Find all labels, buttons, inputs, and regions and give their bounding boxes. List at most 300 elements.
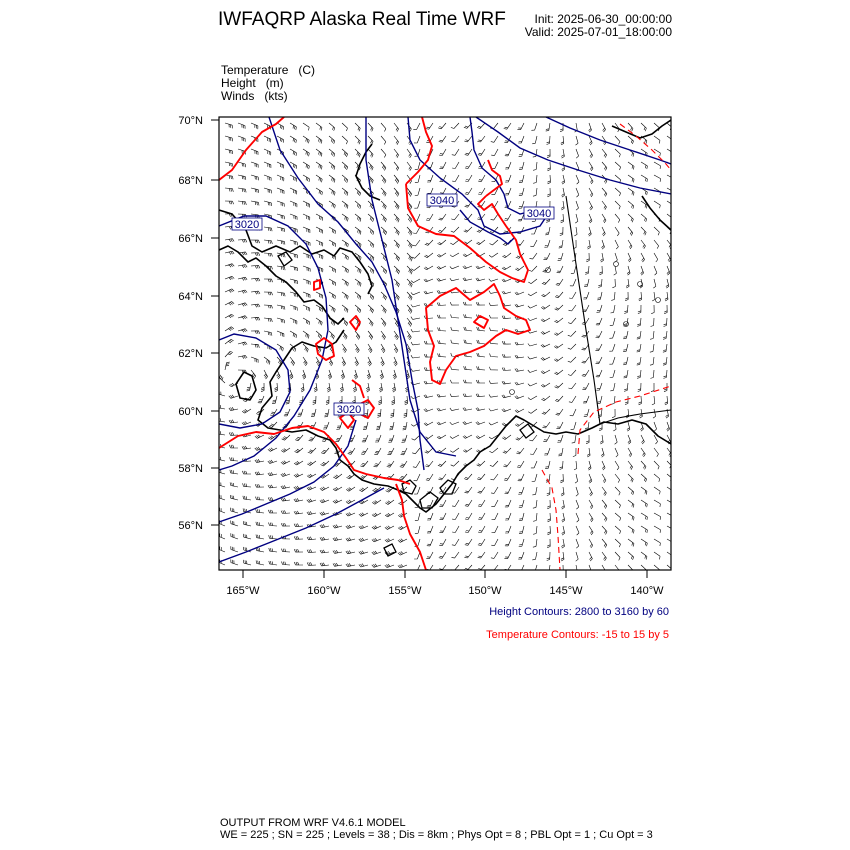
wind-barb — [541, 370, 550, 374]
wind-barb — [519, 201, 525, 208]
wind-barb — [264, 253, 272, 257]
wind-barb — [424, 422, 433, 426]
wind-barb — [290, 175, 297, 182]
wind-barb — [264, 227, 272, 231]
wind-barb — [505, 539, 511, 546]
wind-barb — [394, 123, 399, 132]
wind-barb — [505, 162, 511, 169]
wind-barb — [303, 253, 310, 259]
wind-barb — [463, 435, 472, 438]
wind-barb — [368, 214, 374, 222]
wind-barb — [394, 240, 399, 248]
wind-barb — [491, 136, 498, 142]
wind-barb — [547, 136, 551, 145]
wind-barb — [530, 253, 538, 259]
wind-barb — [405, 396, 408, 405]
wind-barb — [329, 305, 335, 312]
wind-barb — [576, 149, 579, 158]
wind-barb — [478, 552, 485, 558]
wind-barb — [465, 500, 472, 506]
wind-barb — [665, 396, 668, 405]
wind-barb — [407, 253, 412, 261]
wind-barb — [545, 461, 550, 469]
wind-barb — [438, 123, 446, 129]
height-contour-legend: Height Contours: 2800 to 3160 by 60 — [489, 606, 669, 618]
wind-barb — [667, 136, 673, 144]
wind-barb — [476, 394, 485, 397]
wind-barb — [568, 344, 576, 349]
wind-barb — [438, 461, 446, 467]
wind-barb — [596, 331, 603, 338]
wind-barb — [372, 564, 381, 568]
wind-barb — [413, 461, 420, 467]
wind-barb — [555, 383, 563, 388]
wind-barb — [342, 149, 348, 157]
wind-barb — [519, 513, 524, 521]
wind-barb — [562, 188, 565, 197]
wind-barb — [651, 383, 654, 392]
wind-barb — [329, 227, 336, 234]
wind-barb — [367, 370, 371, 379]
wind-barb — [532, 487, 537, 495]
wind-barb — [492, 162, 499, 169]
wind-barb — [251, 357, 258, 363]
wind-barb — [627, 422, 630, 431]
wind-barb — [277, 162, 284, 168]
wind-barb — [282, 549, 291, 552]
wind-barb — [530, 240, 537, 247]
wind-barb — [464, 474, 472, 480]
wind-barb — [424, 395, 433, 398]
wind-barb — [268, 510, 277, 513]
model-info-line-1: OUTPUT FROM WRF V4.6.1 MODEL — [220, 817, 406, 829]
wind-barb — [438, 227, 446, 233]
wind-barb — [268, 485, 277, 488]
wind-barb — [555, 292, 563, 298]
wind-barb — [387, 461, 394, 467]
wind-barb — [251, 123, 258, 129]
wind-barb — [355, 214, 361, 222]
wind-barb — [411, 329, 420, 332]
wind-barb — [264, 305, 273, 308]
wind-barb — [637, 357, 641, 365]
wind-barb — [426, 552, 433, 559]
wind-barb — [529, 435, 537, 441]
wind-barb — [411, 355, 420, 358]
wind-barb — [532, 565, 537, 572]
wind-barb — [615, 188, 621, 196]
wind-barb — [372, 500, 381, 504]
wind-barb — [425, 461, 433, 467]
wind-barb — [314, 383, 317, 392]
wind-barb — [438, 340, 446, 344]
wind-barb — [602, 513, 607, 522]
wind-barb — [489, 422, 498, 425]
wind-barb — [516, 448, 524, 454]
wind-barb — [255, 484, 264, 487]
wind-barb — [665, 292, 668, 301]
wind-barb — [269, 535, 277, 539]
wind-barb — [251, 278, 260, 281]
wind-barb — [541, 318, 550, 322]
wind-barb — [452, 526, 459, 533]
wind-barb — [251, 331, 260, 334]
wind-barb — [515, 304, 524, 307]
wind-barb — [528, 292, 537, 296]
wind-barb — [528, 409, 537, 413]
wind-barb — [589, 487, 593, 496]
wind-barb — [277, 201, 284, 207]
wind-barb — [335, 435, 342, 442]
wind-barb — [303, 123, 309, 130]
wind-barb — [438, 353, 446, 357]
wind-barb — [294, 498, 303, 501]
wind-barb — [231, 521, 238, 527]
wind-barb — [251, 291, 260, 294]
wind-barb — [385, 500, 394, 505]
wind-barb — [398, 526, 407, 530]
wind-barb — [615, 214, 620, 223]
wind-barb — [346, 525, 355, 529]
wind-barb — [281, 461, 290, 465]
wind-barb — [303, 357, 307, 366]
wind-barb — [392, 383, 395, 392]
wind-barb — [320, 499, 329, 503]
wind-barb — [491, 474, 499, 480]
wind-barb — [361, 448, 368, 454]
wind-barb — [404, 409, 407, 418]
wind-barb — [264, 279, 273, 282]
wind-barb — [582, 383, 589, 390]
wind-barb — [628, 539, 634, 547]
wind-barb — [452, 149, 459, 155]
wind-barb — [628, 201, 634, 209]
wind-barb — [465, 487, 473, 493]
wind-barb — [238, 188, 246, 192]
wind-barb — [515, 342, 524, 345]
wind-barb — [641, 448, 645, 457]
wind-barb — [554, 331, 563, 335]
wind-barb — [491, 552, 498, 558]
wind-barb — [269, 548, 277, 552]
wind-barb — [505, 513, 511, 520]
wind-barb — [505, 487, 512, 494]
calm-wind-marker — [638, 282, 643, 287]
wind-barb — [602, 461, 605, 470]
wind-barb — [502, 266, 511, 270]
wind-barb — [320, 550, 329, 553]
wind-barb — [491, 500, 498, 507]
wind-barb — [490, 328, 499, 332]
wind-barb — [625, 292, 628, 301]
wind-barb — [489, 253, 498, 257]
wind-barb — [372, 538, 381, 542]
wind-barb — [654, 526, 661, 533]
wind-barb — [229, 407, 238, 410]
wind-barb — [427, 526, 433, 533]
wind-barb — [341, 370, 345, 379]
wind-barb — [518, 487, 524, 494]
wind-barb — [528, 305, 537, 308]
wind-barb — [602, 201, 607, 210]
wind-barb — [307, 511, 316, 514]
wind-barb — [503, 461, 511, 467]
wind-barb — [301, 383, 304, 392]
wind-barb — [628, 253, 631, 262]
wind-barb — [355, 188, 361, 196]
wind-barb — [392, 396, 395, 405]
wind-barb — [615, 513, 621, 521]
wind-barb — [313, 396, 316, 405]
wind-barb — [561, 214, 564, 223]
wind-barb — [333, 500, 342, 504]
wind-barb — [413, 227, 420, 234]
wind-barb — [463, 278, 472, 281]
wind-barb — [561, 552, 564, 561]
wind-barb — [568, 383, 576, 389]
wind-barb — [654, 435, 658, 444]
wind-barb — [518, 474, 524, 481]
wind-barb — [303, 136, 309, 143]
wind-barb — [464, 327, 472, 331]
wind-barb — [251, 162, 258, 168]
wind-barb — [316, 136, 322, 144]
wind-barb — [400, 461, 407, 467]
wind-barb — [638, 383, 641, 392]
wind-barb — [342, 305, 348, 313]
wind-barb — [602, 123, 606, 132]
wind-barb — [573, 448, 576, 457]
wind-barb — [414, 565, 421, 572]
wind-barb — [602, 526, 607, 535]
wind-barbs — [217, 123, 674, 574]
wind-barb — [628, 188, 634, 196]
wind-barb — [615, 149, 620, 157]
wind-barb — [251, 344, 259, 348]
wind-barb — [575, 214, 578, 223]
wind-barb — [589, 149, 593, 158]
wind-barb — [589, 539, 593, 548]
wind-barb — [415, 526, 420, 534]
wind-barb — [602, 500, 607, 509]
wind-barb — [277, 305, 285, 310]
wind-barb — [238, 265, 247, 268]
wind-barb — [377, 409, 381, 417]
wind-barb — [303, 175, 310, 182]
wind-barb — [641, 526, 647, 533]
wind-barb — [588, 227, 591, 236]
wind-barb — [229, 420, 238, 423]
wind-barb — [463, 422, 472, 425]
wind-barb — [515, 382, 524, 385]
wind-barb — [290, 214, 297, 220]
wind-barb — [346, 538, 355, 542]
wind-barb — [359, 525, 368, 529]
wind-barb — [628, 175, 634, 182]
wind-barb — [624, 370, 629, 378]
wind-barb — [517, 123, 524, 130]
wind-barb — [329, 162, 335, 170]
wind-barb — [505, 149, 511, 156]
wind-barb — [654, 227, 659, 235]
wind-barb — [381, 357, 385, 366]
wind-barb — [505, 500, 511, 507]
wind-barb — [268, 472, 277, 475]
wind-barb — [333, 525, 342, 529]
wind-barb — [346, 487, 355, 491]
wind-barb — [359, 564, 368, 568]
wind-barb — [516, 435, 524, 440]
wind-barb — [561, 136, 564, 145]
wind-barb — [641, 123, 646, 131]
wind-barb — [346, 563, 355, 566]
wind-barb — [544, 448, 550, 455]
wind-barb — [547, 552, 550, 561]
wind-barb — [542, 422, 550, 428]
wind-barb — [269, 523, 278, 527]
wind-barb — [264, 331, 272, 336]
wind-barb — [615, 474, 620, 483]
wind-barb — [543, 253, 550, 260]
wind-barb — [277, 318, 285, 323]
wind-barb — [372, 551, 381, 555]
wind-barb — [354, 370, 358, 379]
wind-barb — [615, 227, 619, 236]
wind-barb — [596, 357, 603, 364]
wind-barb — [654, 422, 657, 431]
wind-barb — [424, 291, 433, 294]
wind-barb — [316, 357, 320, 366]
wind-barb — [568, 370, 576, 376]
wind-barb — [407, 331, 411, 340]
wind-barb — [425, 240, 433, 245]
wind-barb — [541, 331, 550, 334]
wind-barb — [242, 471, 251, 474]
wind-barb — [476, 408, 485, 411]
wind-barb — [451, 227, 459, 232]
wind-barb — [667, 513, 674, 520]
calm-wind-marker — [614, 262, 619, 267]
wind-barb — [571, 266, 576, 274]
wind-barb — [412, 435, 420, 440]
wind-barb — [348, 448, 355, 454]
wind-barb — [407, 318, 412, 327]
wind-barb — [576, 539, 579, 548]
wind-barb — [303, 162, 309, 169]
wind-barb — [639, 396, 642, 405]
wind-barb — [562, 526, 565, 535]
wind-barb — [562, 513, 565, 522]
wind-barb — [576, 487, 578, 496]
wind-barb — [333, 487, 342, 491]
wind-barb — [427, 513, 433, 520]
wind-barb — [641, 565, 647, 573]
wind-barb — [290, 136, 296, 143]
wind-barb — [502, 409, 511, 412]
wind-barb — [450, 302, 459, 305]
wind-barb — [615, 539, 621, 547]
wind-barb — [329, 266, 336, 273]
wind-barb — [588, 461, 591, 470]
wind-barb — [329, 240, 336, 247]
wind-barb — [637, 370, 641, 378]
wind-barb — [654, 461, 659, 469]
wind-barb — [502, 395, 511, 398]
wind-barb — [529, 266, 537, 271]
wind-barb — [615, 500, 621, 508]
wind-barb — [502, 316, 511, 319]
wind-barb — [465, 513, 472, 520]
wind-barb — [602, 188, 607, 197]
wind-barb — [412, 448, 420, 454]
wind-barb — [584, 279, 589, 287]
wind-barb — [320, 512, 329, 516]
wind-barb — [355, 344, 359, 353]
wind-barb — [438, 474, 446, 480]
wind-barb — [667, 201, 673, 208]
wind-barb — [320, 537, 329, 540]
wind-barb — [217, 431, 225, 435]
wind-barb — [667, 487, 673, 494]
wind-barb — [439, 162, 446, 169]
wind-barb — [275, 383, 278, 392]
wind-barb — [269, 561, 277, 565]
wind-barb — [528, 383, 537, 386]
wind-barb — [368, 357, 372, 366]
wind-barb — [654, 539, 660, 546]
wind-barb — [229, 445, 238, 448]
wind-barb — [667, 175, 674, 182]
wind-barb — [533, 162, 537, 170]
contour-label-3020-b: 3020 — [336, 404, 362, 416]
wind-barb — [359, 487, 368, 492]
wind-barb — [316, 318, 322, 325]
wind-barb — [515, 409, 524, 413]
wind-barb — [654, 162, 661, 169]
wind-barb — [427, 500, 433, 507]
wind-barb — [303, 305, 310, 311]
wind-barb — [230, 457, 238, 461]
wind-barb — [327, 383, 330, 392]
wind-barb — [340, 383, 343, 392]
wind-barb — [282, 435, 290, 440]
wind-barb — [562, 162, 565, 171]
wind-barb — [355, 227, 361, 235]
wind-barb — [654, 565, 660, 573]
wind-barb — [393, 370, 397, 379]
lon-label-145: 145°W — [549, 585, 583, 597]
wind-barb — [568, 318, 576, 324]
wind-barb — [609, 331, 615, 338]
wind-barb — [601, 448, 604, 457]
wind-barb — [217, 405, 225, 409]
wind-barb — [424, 381, 433, 384]
wind-barb — [452, 175, 459, 182]
wind-barb — [502, 279, 511, 282]
contour-label-3020-a: 3020 — [234, 219, 260, 231]
wind-barb — [582, 357, 589, 363]
wind-barb — [611, 396, 615, 404]
wind-barb — [326, 396, 329, 405]
wind-barb — [477, 461, 485, 466]
wind-barb — [464, 340, 472, 344]
wind-barb — [611, 305, 616, 313]
wind-barb — [528, 370, 537, 373]
wind-barb — [623, 357, 628, 365]
wind-barb — [316, 188, 322, 195]
wind-barb — [491, 539, 498, 546]
wind-barb — [554, 357, 563, 361]
